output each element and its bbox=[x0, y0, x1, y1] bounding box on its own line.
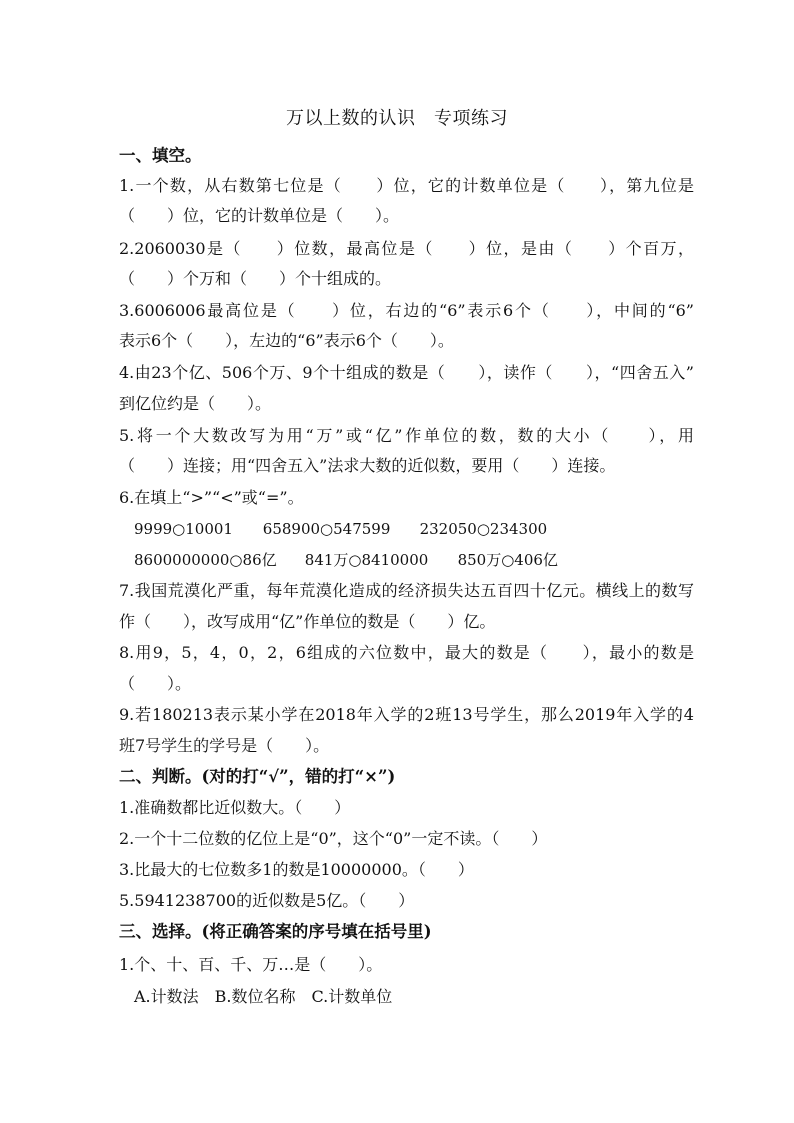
answer-options: A.计数法 B.数位名称 C.计数单位 bbox=[134, 987, 393, 1006]
question-line: 7.我国荒漠化严重，每年荒漠化造成的经济损失达五百四十亿元。横线上的数写 bbox=[119, 581, 694, 600]
question-line: 3.6006006最高位是（ ）位，右边的“6”表示6个（ ），中间的“6” bbox=[119, 301, 694, 320]
question-line: 班7号学生的学号是（ ）。 bbox=[119, 736, 330, 755]
section-heading-multiple-choice: 三、选择。(将正确答案的序号填在括号里) bbox=[119, 922, 432, 941]
comparison-item: 9999○10001 bbox=[134, 520, 233, 538]
question-line: 表示6个（ ），左边的“6”表示6个（ ）。 bbox=[119, 331, 454, 350]
comparison-item: 841万○8410000 bbox=[304, 551, 429, 569]
question-line: 6.在填上“>”“<”或“=”。 bbox=[119, 488, 304, 507]
question-line: 1.个、十、百、千、万…是（ ）。 bbox=[119, 955, 383, 974]
question-line: （ ）连接；用“四舍五入”法求大数的近似数，要用（ ）连接。 bbox=[119, 456, 616, 475]
comparison-item: 8600000000○86亿 bbox=[134, 551, 277, 569]
section-heading-true-false: 二、判断。(对的打“√”，错的打“×”) bbox=[119, 767, 396, 786]
question-line: 作（ ），改写成用“亿”作单位的数是（ ）亿。 bbox=[119, 612, 496, 631]
question-line: 9.若180213表示某小学在2018年入学的2班13号学生，那么2019年入学的4 bbox=[119, 705, 694, 724]
comparison-item: 658900○547599 bbox=[262, 520, 391, 538]
page-title: 万以上数的认识 专项练习 bbox=[286, 108, 508, 129]
question-line: （ ）位，它的计数单位是（ ）。 bbox=[119, 206, 400, 225]
question-line: （ ）个万和（ ）个十组成的。 bbox=[119, 269, 392, 288]
question-line: 1.一个数，从右数第七位是（ ）位，它的计数单位是（ ），第九位是 bbox=[119, 176, 694, 195]
question-line: 5.将一个大数改写为用“万”或“亿”作单位的数，数的大小（ ），用 bbox=[119, 426, 694, 445]
comparison-row-1 bbox=[134, 518, 709, 540]
comparison-item: 232050○234300 bbox=[419, 520, 548, 538]
question-line: 到亿位约是（ ）。 bbox=[119, 394, 272, 413]
comparison-row-2 bbox=[134, 549, 709, 571]
section-heading-fill-in: 一、填空。 bbox=[119, 146, 202, 165]
question-line: 2.2060030是（ ）位数，最高位是（ ）位，是由（ ）个百万， bbox=[119, 239, 694, 258]
question-line: 5.5941238700的近似数是5亿。（ ） bbox=[119, 891, 415, 910]
question-line: 2.一个十二位数的亿位上是“0”，这个“0”一定不读。（ ） bbox=[119, 829, 548, 848]
question-line: 8.用9，5，4，0，2，6组成的六位数中，最大的数是（ ），最小的数是 bbox=[119, 643, 694, 662]
comparison-item: 850万○406亿 bbox=[457, 551, 558, 569]
question-line: 1.准确数都比近似数大。（ ） bbox=[119, 798, 351, 817]
question-line: 3.比最大的七位数多1的数是10000000。（ ） bbox=[119, 860, 474, 879]
question-line: （ ）。 bbox=[119, 674, 192, 693]
question-line: 4.由23个亿、506个万、9个十组成的数是（ ），读作（ ），“四舍五入” bbox=[119, 363, 694, 382]
